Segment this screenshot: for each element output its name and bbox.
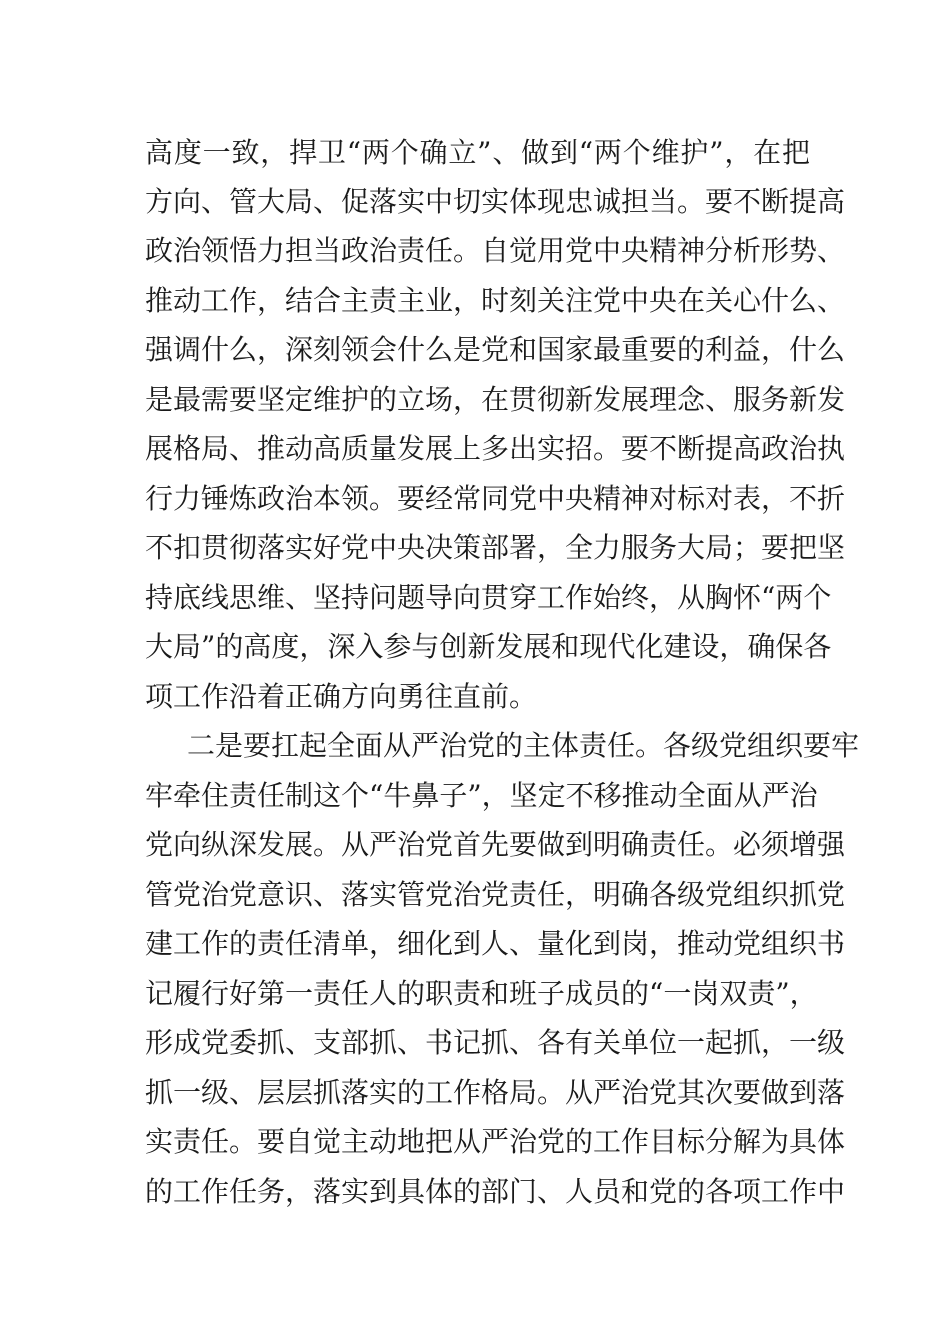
- text-line: 方向、管大局、促落实中切实体现忠诚担当。要不断提高: [145, 185, 846, 218]
- text-line: 是最需要坚定维护的立场，在贯彻新发展理念、服务新发: [145, 383, 846, 416]
- text-line: 展格局、推动高质量发展上多出实招。要不断提高政治执: [145, 432, 846, 465]
- text-line: 政治领悟力担当政治责任。自觉用党中央精神分析形势、: [145, 234, 846, 267]
- paragraph-first-line: 二是要扛起全面从严治党的主体责任。各级党组织要牢: [187, 729, 860, 762]
- text-line: 实责任。要自觉主动地把从严治党的工作目标分解为具体: [145, 1125, 846, 1158]
- text-line: 形成党委抓、支部抓、书记抓、各有关单位一起抓，一级: [145, 1026, 846, 1059]
- text-line: 持底线思维、坚持问题导向贯穿工作始终，从胸怀“两个: [145, 581, 832, 614]
- text-line: 推动工作，结合主责主业，时刻关注党中央在关心什么、: [145, 284, 846, 317]
- text-line: 抓一级、层层抓落实的工作格局。从严治党其次要做到落: [145, 1076, 846, 1109]
- text-line: 项工作沿着正确方向勇往直前。: [145, 680, 538, 713]
- text-line: 强调什么，深刻领会什么是党和国家最重要的利益，什么: [145, 333, 846, 366]
- text-line: 记履行好第一责任人的职责和班子成员的“一岗双责”，: [145, 977, 818, 1010]
- text-line: 管党治党意识、落实管党治党责任，明确各级党组织抓党: [145, 878, 846, 911]
- text-line: 建工作的责任清单，细化到人、量化到岗，推动党组织书: [145, 927, 846, 960]
- text-line: 大局”的高度，深入参与创新发展和现代化建设，确保各: [145, 630, 832, 663]
- text-line: 党向纵深发展。从严治党首先要做到明确责任。必须增强: [145, 828, 846, 861]
- text-line: 行力锤炼政治本领。要经常同党中央精神对标对表，不折: [145, 482, 846, 515]
- text-line: 不扣贯彻落实好党中央决策部署，全力服务大局；要把坚: [145, 531, 846, 564]
- text-line: 牢牵住责任制这个“牛鼻子”，坚定不移推动全面从严治: [145, 779, 818, 812]
- text-line: 的工作任务，落实到具体的部门、人员和党的各项工作中: [145, 1175, 846, 1208]
- text-line: 高度一致，捍卫“两个确立”、做到“两个维护”，在把: [145, 136, 810, 169]
